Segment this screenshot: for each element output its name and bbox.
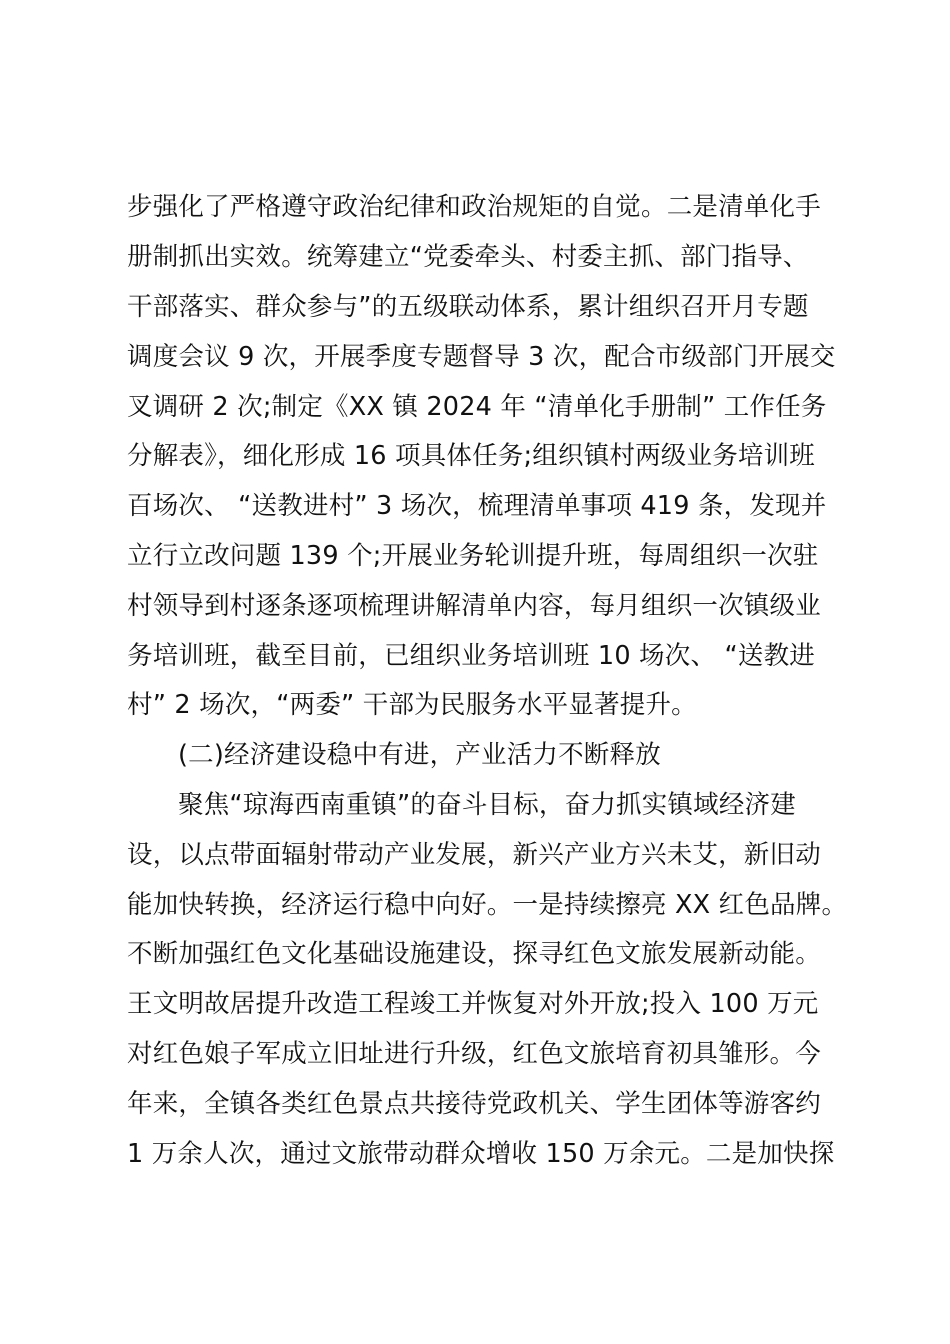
text-line: 王文明故居提升改造工程竣工并恢复对外开放;投入 100 万元 [127,989,819,1019]
text-line: 叉调研 2 次;制定《XX 镇 2024 年 “清单化手册制” 工作任务 [127,392,827,422]
text-line: 聚焦“琼海西南重镇”的奋斗目标，奋力抓实镇域经济建 [178,790,796,820]
text-line: 步强化了严格遵守政治纪律和政治规矩的自觉。二是清单化手 [127,192,821,222]
text-line: 不断加强红色文化基础设施建设，探寻红色文旅发展新动能。 [127,939,821,969]
text-line: 干部落实、群众参与”的五级联动体系，累计组织召开月专题 [127,292,809,322]
text-line: 年来，全镇各类红色景点共接待党政机关、学生团体等游客约 [127,1089,821,1119]
text-line: 调度会议 9 次，开展季度专题督导 3 次，配合市级部门开展交 [127,342,836,372]
text-line: 务培训班，截至目前，已组织业务培训班 10 场次、 “送教进 [127,641,815,671]
text-line: 分解表》，细化形成 16 项具体任务;组织镇村两级业务培训班 [127,441,816,471]
text-line: 册制抓出实效。统筹建立“党委牵头、村委主抓、部门指导、 [127,242,809,272]
section-heading: (二)经济建设稳中有进，产业活力不断释放 [178,740,661,770]
text-line: 村” 2 场次，“两委” 干部为民服务水平显著提升。 [127,690,697,720]
text-line: 1 万余人次，通过文旅带动群众增收 150 万余元。二是加快探 [127,1139,835,1169]
text-line: 村领导到村逐条逐项梳理讲解清单内容，每月组织一次镇级业 [127,591,821,621]
text-line: 能加快转换，经济运行稳中向好。一是持续擦亮 XX 红色品牌。 [127,890,848,920]
text-line: 设，以点带面辐射带动产业发展，新兴产业方兴未艾，新旧动 [127,840,821,870]
text-line: 百场次、 “送教进村” 3 场次，梳理清单事项 419 条，发现并 [127,491,827,521]
text-line: 立行立改问题 139 个;开展业务轮训提升班，每周组织一次驻 [127,541,819,571]
text-line: 对红色娘子军成立旧址进行升级，红色文旅培育初具雏形。今 [127,1039,821,1069]
